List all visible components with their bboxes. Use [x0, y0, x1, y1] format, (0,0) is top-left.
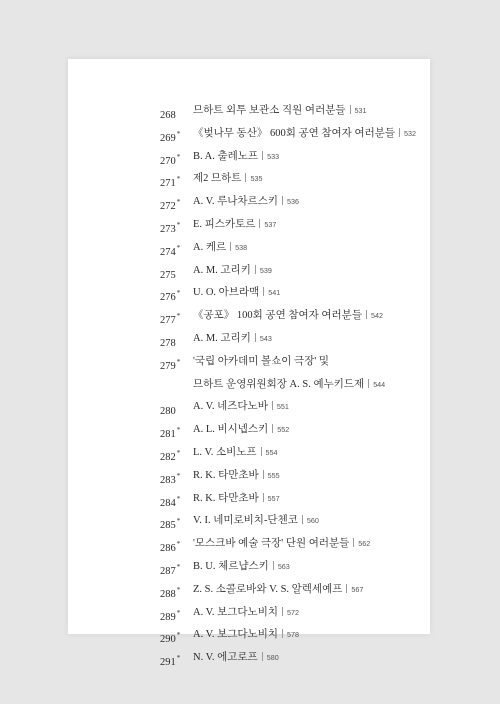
toc-entry-continuation: [160, 374, 430, 397]
toc-entry: [160, 556, 430, 579]
entry-title: B. U. 체르냡스키 563: [193, 560, 290, 572]
entry-title: L. V. 소비노프 554: [193, 446, 278, 458]
entry-page: 560: [306, 516, 319, 526]
toc-entry: [160, 419, 430, 442]
entry-number: 268: [160, 110, 176, 121]
entry-page: 555: [267, 470, 280, 480]
entry-number: 289*: [160, 608, 181, 623]
entry-number: 271*: [160, 175, 181, 190]
toc-entry: [160, 214, 430, 237]
entry-title: E. 피스카토르 537: [193, 218, 277, 230]
entry-title: U. O. 아브라맥 541: [193, 287, 281, 299]
entry-number: 275: [160, 269, 176, 281]
entry-number: 284*: [160, 494, 181, 509]
entry-number: 277*: [160, 312, 181, 327]
entry-title: A. L. 비시넵스키 552: [193, 424, 290, 436]
entry-page: 538: [235, 242, 248, 252]
entry-page: 562: [358, 539, 371, 549]
entry-title: B. A. 출레노프 533: [193, 150, 280, 162]
entry-title: 제2 므하트 535: [193, 173, 263, 185]
entry-page: 542: [370, 311, 383, 321]
toc-entry: [160, 168, 430, 191]
entry-number: 269*: [160, 129, 181, 144]
entry-number: 280: [160, 406, 176, 418]
entry-page: 551: [276, 402, 289, 412]
entry-page: 537: [264, 219, 277, 229]
entry-title: N. V. 에고로프 580: [193, 652, 279, 664]
toc-entry: [160, 260, 430, 283]
entry-title: A. M. 고리키 543: [193, 332, 272, 344]
toc-entry: [160, 396, 430, 419]
entry-number: 278: [160, 337, 176, 349]
entry-page: 532: [404, 128, 417, 138]
entry-page: 557: [267, 493, 280, 503]
entry-page: 572: [286, 607, 299, 617]
entry-page: 567: [351, 584, 364, 594]
entry-page: 563: [277, 561, 290, 571]
entry-title: A. 케르 538: [193, 241, 248, 253]
entry-number: 290*: [160, 631, 181, 646]
entry-number: 285*: [160, 517, 181, 532]
entry-title: 《벚나무 동산》 600회 공연 참여자 여러분들 532: [193, 127, 417, 139]
entry-title: A. V. 보그다노비치 572: [193, 606, 299, 618]
entry-page: 544: [373, 379, 386, 389]
toc-entry: [160, 602, 430, 625]
entry-title: A. V. 루나차르스키 536: [193, 196, 299, 208]
entry-page: 580: [266, 653, 279, 663]
toc-entry: [160, 579, 430, 602]
toc-entry: [160, 282, 430, 305]
entry-number: 279*: [160, 357, 181, 372]
toc-entry: [160, 351, 430, 374]
entry-page: 578: [286, 630, 299, 640]
entry-title: R. K. 타만초바 555: [193, 469, 280, 481]
entry-page: 536: [286, 197, 299, 207]
entry-number: 273*: [160, 220, 181, 235]
entry-number: 283*: [160, 471, 181, 486]
entry-number: 274*: [160, 243, 181, 258]
toc-entry: [160, 488, 430, 511]
entry-title: V. I. 네미로비치-단첸코 560: [193, 515, 319, 527]
toc-entry: [160, 510, 430, 533]
toc-entry: [160, 328, 430, 351]
entry-page: 531: [354, 106, 367, 115]
entry-number: 286*: [160, 540, 181, 555]
toc-entry: [160, 533, 430, 556]
table-of-contents: [160, 100, 430, 670]
entry-title: 므하트 외투 보관소 직원 여러분들 531: [193, 105, 367, 116]
entry-page: 541: [268, 288, 281, 298]
toc-entry: [160, 123, 430, 146]
entry-title: '모스크바 예술 극장' 단원 여러분들 562: [193, 538, 371, 550]
toc-entry: [160, 237, 430, 260]
toc-entry: [160, 442, 430, 465]
entry-title: 므하트 운영위원회장 A. S. 예누키드제 544: [193, 378, 386, 390]
entry-number: 276*: [160, 289, 181, 304]
entry-number: 270*: [160, 152, 181, 167]
entry-title: 《공포》 100회 공연 참여자 여러분들 542: [193, 310, 383, 322]
entry-page: 543: [259, 333, 272, 343]
entry-title: A. M. 고리키 539: [193, 264, 272, 276]
entry-title: A. V. 네즈다노바 551: [193, 401, 289, 413]
entry-number: 282*: [160, 448, 181, 463]
entry-page: 554: [265, 447, 278, 457]
toc-entry: [160, 647, 430, 670]
entry-page: 535: [250, 174, 263, 184]
entry-page: 533: [267, 151, 280, 161]
entry-number: 287*: [160, 562, 181, 577]
entry-page: 552: [277, 425, 290, 435]
toc-entry: [160, 465, 430, 488]
toc-entry: [160, 305, 430, 328]
entry-number: 291*: [160, 654, 181, 669]
entry-title: R. K. 타만초바 557: [193, 492, 280, 504]
entry-number: 288*: [160, 585, 181, 600]
toc-entry: [160, 624, 430, 647]
toc-entry: [160, 191, 430, 214]
toc-entry: [160, 146, 430, 169]
entry-title: Z. S. 소콜로바와 V. S. 알렉세예프 567: [193, 583, 364, 595]
entry-number: 272*: [160, 198, 181, 213]
entry-title: A. V. 보그다노비치 578: [193, 629, 299, 641]
entry-title: '국립 아카데미 볼쇼이 극장' 및: [193, 355, 329, 367]
toc-entry: [160, 100, 430, 123]
entry-number: 281*: [160, 426, 181, 441]
entry-page: 539: [259, 265, 272, 275]
